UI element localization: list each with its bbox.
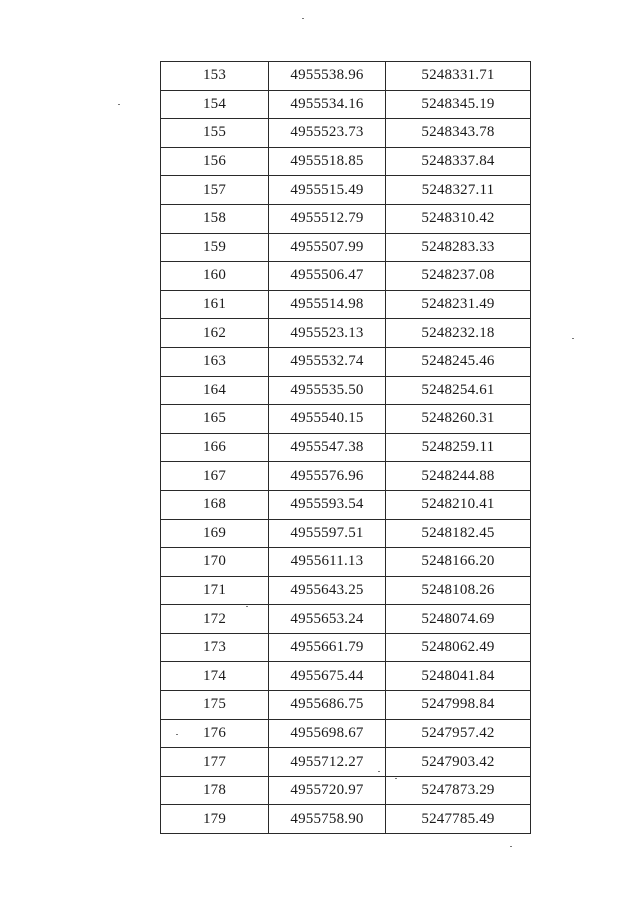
coordinates-table: [160, 61, 531, 834]
y-coordinate-cell: 5248166.20: [386, 548, 531, 577]
table-row: [161, 347, 531, 376]
x-coordinate-cell: 4955538.96: [269, 62, 386, 91]
x-coordinate-cell: 4955515.49: [269, 176, 386, 205]
table-row: [161, 147, 531, 176]
scan-speck: [246, 606, 248, 607]
table-row: [161, 490, 531, 519]
point-number-cell: 169: [161, 519, 269, 548]
point-number-cell: 160: [161, 262, 269, 291]
y-coordinate-cell: 5248182.45: [386, 519, 531, 548]
table-row: [161, 548, 531, 577]
y-coordinate-cell: 5248108.26: [386, 576, 531, 605]
point-number-cell: 155: [161, 119, 269, 148]
y-coordinate-cell: 5247957.42: [386, 719, 531, 748]
x-coordinate-cell: 4955675.44: [269, 662, 386, 691]
x-coordinate-cell: 4955506.47: [269, 262, 386, 291]
x-coordinate-cell: 4955597.51: [269, 519, 386, 548]
table-row: [161, 519, 531, 548]
table-row: [161, 662, 531, 691]
y-coordinate-cell: 5248237.08: [386, 262, 531, 291]
x-coordinate-cell: 4955661.79: [269, 633, 386, 662]
y-coordinate-cell: 5247903.42: [386, 748, 531, 777]
y-coordinate-cell: 5248232.18: [386, 319, 531, 348]
point-number-cell: 172: [161, 605, 269, 634]
y-coordinate-cell: 5247873.29: [386, 776, 531, 805]
table-row: [161, 262, 531, 291]
x-coordinate-cell: 4955535.50: [269, 376, 386, 405]
table-row: [161, 748, 531, 777]
x-coordinate-cell: 4955523.13: [269, 319, 386, 348]
point-number-cell: 171: [161, 576, 269, 605]
x-coordinate-cell: 4955514.98: [269, 290, 386, 319]
table-row: [161, 633, 531, 662]
y-coordinate-cell: 5248337.84: [386, 147, 531, 176]
x-coordinate-cell: 4955534.16: [269, 90, 386, 119]
x-coordinate-cell: 4955686.75: [269, 691, 386, 720]
table-row: [161, 433, 531, 462]
table-row: [161, 204, 531, 233]
x-coordinate-cell: 4955512.79: [269, 204, 386, 233]
point-number-cell: 177: [161, 748, 269, 777]
y-coordinate-cell: 5248331.71: [386, 62, 531, 91]
y-coordinate-cell: 5248244.88: [386, 462, 531, 491]
coordinates-table-body: [161, 62, 531, 834]
scan-speck: [395, 778, 397, 779]
point-number-cell: 173: [161, 633, 269, 662]
x-coordinate-cell: 4955593.54: [269, 490, 386, 519]
x-coordinate-cell: 4955712.27: [269, 748, 386, 777]
y-coordinate-cell: 5248245.46: [386, 347, 531, 376]
table-row: [161, 290, 531, 319]
x-coordinate-cell: 4955720.97: [269, 776, 386, 805]
table-row: [161, 405, 531, 434]
point-number-cell: 153: [161, 62, 269, 91]
x-coordinate-cell: 4955507.99: [269, 233, 386, 262]
x-coordinate-cell: 4955611.13: [269, 548, 386, 577]
point-number-cell: 178: [161, 776, 269, 805]
point-number-cell: 165: [161, 405, 269, 434]
point-number-cell: 176: [161, 719, 269, 748]
y-coordinate-cell: 5248260.31: [386, 405, 531, 434]
point-number-cell: 159: [161, 233, 269, 262]
y-coordinate-cell: 5248062.49: [386, 633, 531, 662]
x-coordinate-cell: 4955540.15: [269, 405, 386, 434]
table-row: [161, 176, 531, 205]
x-coordinate-cell: 4955518.85: [269, 147, 386, 176]
point-number-cell: 168: [161, 490, 269, 519]
scan-speck: [302, 18, 304, 19]
point-number-cell: 170: [161, 548, 269, 577]
table-row: [161, 462, 531, 491]
y-coordinate-cell: 5248310.42: [386, 204, 531, 233]
y-coordinate-cell: 5247785.49: [386, 805, 531, 834]
table-row: [161, 376, 531, 405]
y-coordinate-cell: 5248259.11: [386, 433, 531, 462]
table-row: [161, 62, 531, 91]
y-coordinate-cell: 5248327.11: [386, 176, 531, 205]
x-coordinate-cell: 4955653.24: [269, 605, 386, 634]
point-number-cell: 163: [161, 347, 269, 376]
x-coordinate-cell: 4955547.38: [269, 433, 386, 462]
y-coordinate-cell: 5247998.84: [386, 691, 531, 720]
table-row: [161, 119, 531, 148]
y-coordinate-cell: 5248041.84: [386, 662, 531, 691]
scan-speck: [176, 734, 178, 735]
point-number-cell: 175: [161, 691, 269, 720]
point-number-cell: 161: [161, 290, 269, 319]
y-coordinate-cell: 5248210.41: [386, 490, 531, 519]
x-coordinate-cell: 4955532.74: [269, 347, 386, 376]
point-number-cell: 154: [161, 90, 269, 119]
point-number-cell: 162: [161, 319, 269, 348]
scan-speck: [378, 771, 380, 772]
table-row: [161, 719, 531, 748]
y-coordinate-cell: 5248254.61: [386, 376, 531, 405]
point-number-cell: 166: [161, 433, 269, 462]
scan-speck: [572, 338, 574, 339]
y-coordinate-cell: 5248231.49: [386, 290, 531, 319]
table-row: [161, 605, 531, 634]
y-coordinate-cell: 5248074.69: [386, 605, 531, 634]
point-number-cell: 157: [161, 176, 269, 205]
point-number-cell: 156: [161, 147, 269, 176]
table-row: [161, 776, 531, 805]
x-coordinate-cell: 4955698.67: [269, 719, 386, 748]
x-coordinate-cell: 4955643.25: [269, 576, 386, 605]
scan-speck: [118, 104, 120, 105]
y-coordinate-cell: 5248283.33: [386, 233, 531, 262]
x-coordinate-cell: 4955523.73: [269, 119, 386, 148]
y-coordinate-cell: 5248345.19: [386, 90, 531, 119]
table-row: [161, 691, 531, 720]
x-coordinate-cell: 4955576.96: [269, 462, 386, 491]
point-number-cell: 167: [161, 462, 269, 491]
point-number-cell: 179: [161, 805, 269, 834]
y-coordinate-cell: 5248343.78: [386, 119, 531, 148]
point-number-cell: 164: [161, 376, 269, 405]
table-row: [161, 319, 531, 348]
table-row: [161, 233, 531, 262]
point-number-cell: 158: [161, 204, 269, 233]
table-row: [161, 576, 531, 605]
x-coordinate-cell: 4955758.90: [269, 805, 386, 834]
table-row: [161, 90, 531, 119]
table-row: [161, 805, 531, 834]
point-number-cell: 174: [161, 662, 269, 691]
scan-speck: [510, 846, 512, 847]
